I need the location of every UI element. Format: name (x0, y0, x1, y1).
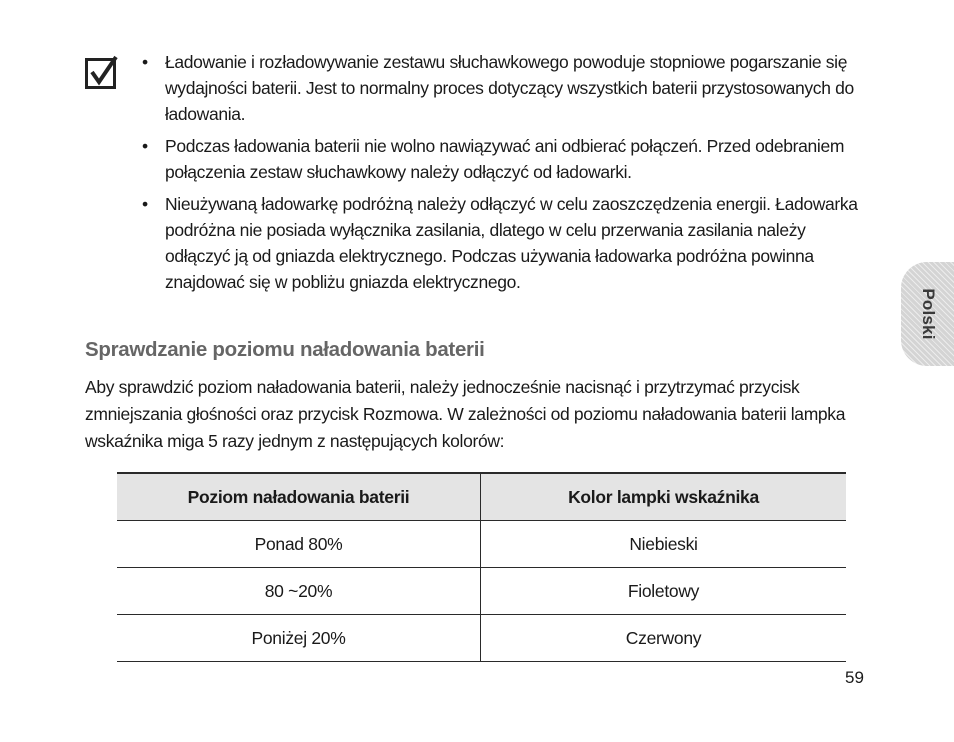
header-battery-level: Poziom naładowania baterii (117, 473, 481, 521)
battery-level-cell: Ponad 80% (117, 521, 481, 568)
note-item (140, 49, 875, 127)
table-header-row (117, 473, 846, 521)
note-item (140, 133, 875, 185)
header-indicator-color: Kolor lampki wskaźnika (481, 473, 847, 521)
indicator-color-cell: Niebieski (481, 521, 847, 568)
table-row (117, 521, 846, 568)
language-side-tab (901, 262, 954, 366)
indicator-color-cell: Fioletowy (481, 568, 847, 615)
note-text: Ładowanie i rozładowywanie zestawu słuchawkowego powoduje stopniowe pogarszanie się wydajności baterii. Jest to normalny proces dotyczący wszystkich baterii przystosowanych do ładowania. (165, 52, 854, 124)
note-item (140, 191, 875, 295)
bullet: • (142, 194, 148, 214)
indicator-color-cell: Czerwony (481, 615, 847, 662)
battery-level-cell: 80 ~20% (117, 568, 481, 615)
page-number: 59 (845, 668, 864, 687)
battery-level-cell: Poniżej 20% (117, 615, 481, 662)
checkbox-note-icon (85, 55, 119, 89)
table-row (117, 568, 846, 615)
note-text: Podczas ładowania baterii nie wolno nawiązywać ani odbierać połączeń. Przed odebraniem połączenia zestaw słuchawkowy należy odłączyć od ładowarki. (165, 136, 845, 182)
section-intro: Aby sprawdzić poziom naładowania baterii, należy jednocześnie nacisnąć i przytrzymać przycisk zmniejszania głośności oraz przycisk Rozmowa. W zależności od poziomu naładowania baterii lampka wskaźnika miga 5 razy jednym z następujących kolorów: (85, 377, 846, 451)
note-text: Nieużywaną ładowarkę podróżną należy odłączyć w celu zaoszczędzenia energii. Ładowarka podróżna nie posiada wyłącznika zasilania, dlatego w celu przerwania zasilania należy odłączyć ją od gniazda elektrycznego. Podczas używania ładowarka podróżna powinna znajdować się w pobliżu gniazda elektrycznego. (165, 194, 858, 292)
battery-level-table-wrap (117, 472, 846, 662)
bullet: • (142, 136, 148, 156)
section-title: Sprawdzanie poziomu naładowania baterii (85, 338, 485, 361)
notes-list (140, 49, 875, 301)
bullet: • (142, 52, 148, 72)
battery-level-table (117, 472, 846, 662)
table-row (117, 615, 846, 662)
language-label: Polski (918, 288, 938, 340)
